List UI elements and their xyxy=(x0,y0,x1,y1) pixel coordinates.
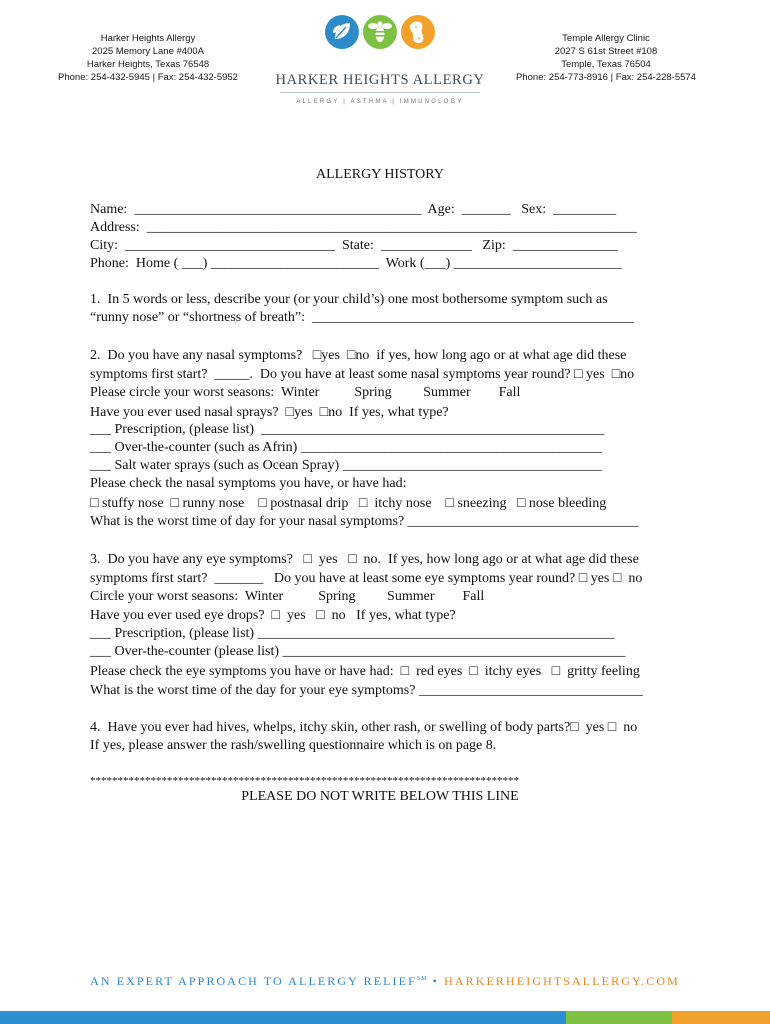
peanut-icon xyxy=(401,15,435,49)
question-line[interactable]: symptoms first start? _____. Do you have at least some nasal symptoms year round? □ yes □no xyxy=(90,367,635,382)
left-clinic-name: Harker Heights Allergy xyxy=(100,33,196,44)
question-line[interactable]: Have you ever used eye drops? □ yes □ no If yes, what type? xyxy=(90,608,456,623)
left-clinic-address xyxy=(52,32,244,84)
clinic-logo xyxy=(262,12,498,105)
question-line[interactable]: Please circle your worst seasons: Winter Spring Summer Fall xyxy=(90,385,521,400)
form-title: ALLERGY HISTORY xyxy=(316,167,444,182)
question-line[interactable]: What is the worst time of the day for your eye symptoms? ________________________________ xyxy=(90,683,643,698)
logo-divider xyxy=(280,92,480,93)
patient-info-line[interactable]: Phone: Home ( ___) ________________________ Work (___) ________________________ xyxy=(90,256,622,271)
question-line[interactable]: ___ Salt water sprays (such as Ocean Spray) _____________________________________ xyxy=(90,458,602,473)
footer-bar-blue xyxy=(0,1011,566,1024)
logo-name: HARKER HEIGHTS ALLERGY xyxy=(275,72,485,88)
footer-bar-orange xyxy=(672,1011,770,1024)
logo-tagline: ALLERGY | ASTHMA | IMMUNOLOGY xyxy=(296,99,464,105)
left-clinic-phone: Phone: 254-432-5945 | Fax: 254-432-5952 xyxy=(58,72,238,83)
question-line[interactable]: 3. Do you have any eye symptoms? □ yes □ no. If yes, how long ago or at what age did these xyxy=(90,552,639,567)
asterisk-divider: ****************************************************************************** xyxy=(90,775,519,787)
question-line[interactable]: ___ Over-the-counter (such as Afrin) ___________________________________________ xyxy=(90,440,602,455)
right-clinic-city: Temple, Texas 76504 xyxy=(561,59,651,70)
footer-slogan xyxy=(0,974,770,989)
question-line[interactable]: What is the worst time of day for your nasal symptoms? _________________________________ xyxy=(90,514,639,529)
question-line[interactable]: symptoms first start? _______ Do you have at least some eye symptoms year round? □ yes □ no xyxy=(90,571,643,586)
question-line[interactable]: □ stuffy nose □ runny nose □ postnasal drip □ itchy nose □ sneezing □ nose bleeding xyxy=(90,496,607,511)
do-not-write-note: PLEASE DO NOT WRITE BELOW THIS LINE xyxy=(241,789,519,804)
patient-info-line[interactable]: Name: _________________________________________ Age: _______ Sex: _________ xyxy=(90,202,617,217)
footer-bar-green xyxy=(566,1011,672,1024)
question-line: Please check the nasal symptoms you have, or have had: xyxy=(90,476,407,491)
question-line[interactable]: Please check the eye symptoms you have or have had: □ red eyes □ itchy eyes □ gritty feeling xyxy=(90,664,640,679)
logo-icons xyxy=(324,12,436,52)
question-line[interactable]: 4. Have you ever had hives, whelps, itchy skin, other rash, or swelling of body parts?□ yes □ no xyxy=(90,720,638,735)
footer-website-link[interactable]: HARKERHEIGHTSALLERGY.COM xyxy=(444,974,680,988)
right-clinic-street: 2027 S 61st Street #108 xyxy=(554,46,658,57)
footer-separator: • xyxy=(432,974,439,988)
question-line[interactable]: Have you ever used nasal sprays? □yes □no If yes, what type? xyxy=(90,405,449,420)
left-clinic-street: 2025 Memory Lane #400A xyxy=(92,46,204,57)
right-clinic-address xyxy=(508,32,704,84)
leaf-icon xyxy=(325,15,359,49)
patient-info-line[interactable]: Address: ______________________________________________________________________ xyxy=(90,220,637,235)
service-mark: SM xyxy=(416,976,428,982)
question-line[interactable]: 2. Do you have any nasal symptoms? □yes □no if yes, how long ago or at what age did these xyxy=(90,348,627,363)
question-line[interactable]: Circle your worst seasons: Winter Spring Summer Fall xyxy=(90,589,485,604)
footer-tagline: AN EXPERT APPROACH TO ALLERGY RELIEF xyxy=(90,974,417,988)
question-line[interactable]: ___ Prescription, (please list) _________________________________________________ xyxy=(90,422,605,437)
question-line[interactable]: ___ Over-the-counter (please list) _________________________________________________ xyxy=(90,644,626,659)
question-line: 1. In 5 words or less, describe your (or your child’s) one most bothersome symptom such as xyxy=(90,292,608,307)
right-clinic-phone: Phone: 254-773-8916 | Fax: 254-228-5574 xyxy=(516,72,696,83)
question-line: If yes, please answer the rash/swelling questionnaire which is on page 8. xyxy=(90,738,497,753)
bee-icon xyxy=(363,15,397,49)
right-clinic-name: Temple Allergy Clinic xyxy=(562,33,650,44)
question-line[interactable]: “runny nose” or “shortness of breath”: ______________________________________________ xyxy=(90,310,634,325)
patient-info-line[interactable]: City: ______________________________ State: _____________ Zip: _______________ xyxy=(90,238,618,253)
left-clinic-city: Harker Heights, Texas 76548 xyxy=(86,59,210,70)
question-line[interactable]: ___ Prescription, (please list) ___________________________________________________ xyxy=(90,626,615,641)
